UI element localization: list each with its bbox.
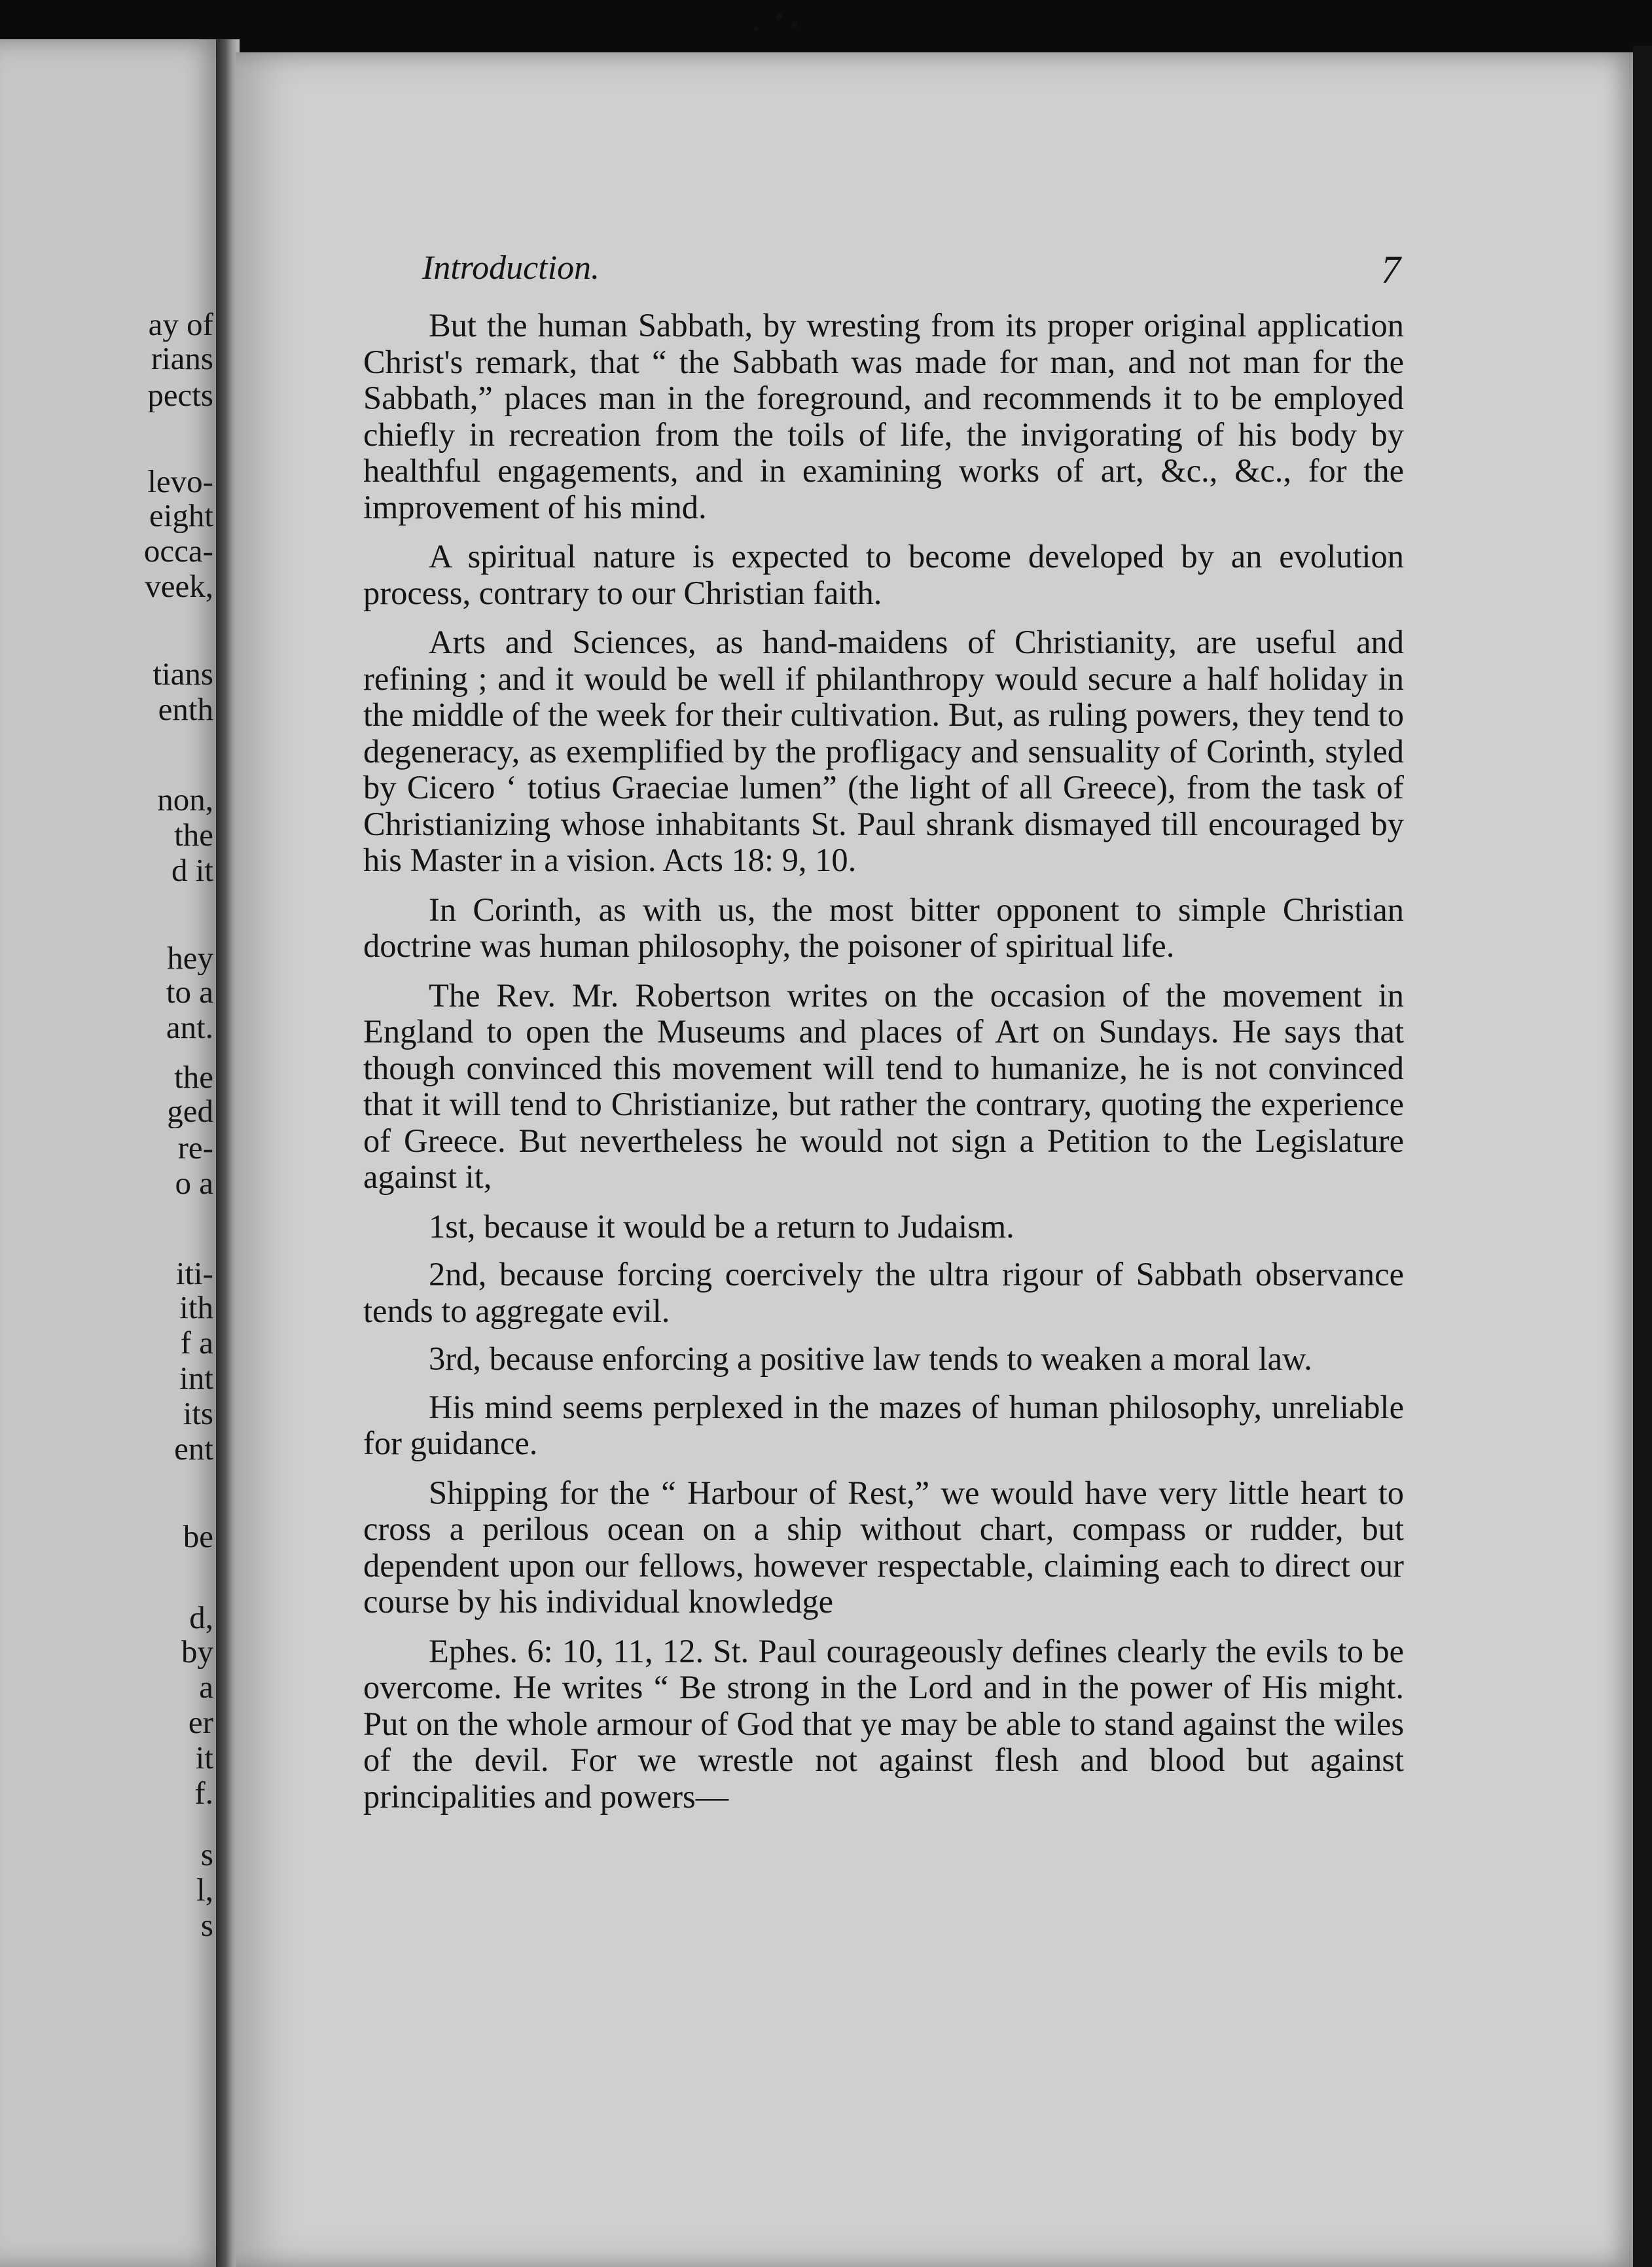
left-page-fragment: int bbox=[179, 1361, 213, 1395]
paragraph: A spiritual nature is expected to become developed by an evolution process, contrary to our Christian faith. bbox=[363, 538, 1404, 611]
page-edge-shadow bbox=[1633, 46, 1652, 2267]
left-page-fragment: occa- bbox=[143, 534, 213, 568]
paragraph: Arts and Sciences, as hand-maidens of Christianity, are useful and refining ; and it would be well if philanthropy would secure a half holiday in the middle of the week for their cultivation. But, as ruling powers, they tend to degeneracy, as exemplified by the profligacy and sensuality of Corinth, styled by Cicero ‘ totius Graeciae lumen” (the light of all Greece), from the task of Christianizing whose inhabitants St. Paul shrank dismayed till encouraged by his Master in a vision. Acts 18: 9, 10. bbox=[363, 624, 1404, 878]
left-page-fragment: its bbox=[183, 1397, 213, 1431]
body-text bbox=[363, 308, 1404, 1828]
list-item: 2nd, because forcing coercively the ultra rigour of Sabbath observance tends to aggregate evil. bbox=[363, 1256, 1404, 1329]
running-head: Introduction. bbox=[422, 249, 600, 287]
left-page-fragment: o a bbox=[175, 1166, 213, 1200]
left-page-fragment: non, bbox=[157, 783, 213, 817]
paragraph: The Rev. Mr. Robertson writes on the occasion of the movement in England to open the Museums and places of Art on Sundays. He says that though convinced this movement will tend to humanize, he is not convinced that it will tend to Christianize, but rather the contrary, quoting the experience of Greece. But nevertheless he would not sign a Petition to the Legislature against it, bbox=[363, 976, 1404, 1195]
left-page-fragment: hey bbox=[167, 941, 213, 975]
left-page-fragment: ant. bbox=[166, 1010, 213, 1044]
left-page-fragment: the bbox=[174, 818, 213, 852]
left-page-fragment: iti- bbox=[175, 1257, 213, 1291]
left-page-fragment: a bbox=[199, 1670, 213, 1704]
paragraph: But the human Sabbath, by wresting from its proper original application Christ's remark, that “ the Sabbath was made for man, and not man for the Sabbath,” places man in the foreground, and recommends it to be employed chiefly in recreation from the toils of life, the invigorating of his body by healthful engagements, and in examining works of art, &c., &c., for the improvement of his mind. bbox=[363, 307, 1404, 526]
left-page-fragment: d, bbox=[189, 1601, 213, 1635]
left-page-fragment: f. bbox=[194, 1776, 213, 1810]
dust-speck bbox=[792, 22, 797, 27]
left-page-fragment: f a bbox=[180, 1326, 213, 1360]
left-page-fragment: rians bbox=[151, 342, 213, 376]
left-page-fragment: re- bbox=[177, 1131, 213, 1165]
list-item: 3rd, because enforcing a positive law tends to weaken a moral law. bbox=[429, 1340, 1312, 1377]
left-page-fragment: ged bbox=[167, 1094, 213, 1128]
left-page-fragment: l, bbox=[196, 1873, 213, 1907]
left-page-fragment: pects bbox=[147, 378, 213, 412]
dust-speck bbox=[776, 13, 782, 20]
left-page-fragment: tians bbox=[153, 657, 213, 691]
left-page-fragment: s bbox=[200, 1908, 213, 1942]
list-item: 1st, because it would be a return to Judaism. bbox=[429, 1207, 1015, 1245]
left-page-fragment: be bbox=[183, 1520, 213, 1554]
paragraph: Ephes. 6: 10, 11, 12. St. Paul courageously defines clearly the evils to be overcome. He writes “ Be strong in the Lord and in the power of His might. Put on the whole armour of God that ye may be able to stand against the wiles of the devil. For we wrestle not against flesh and blood but against principalities and powers— bbox=[363, 1632, 1404, 1815]
paragraph: In Corinth, as with us, the most bitter opponent to simple Christian doctrine was human philosophy, the poisoner of spiritual life. bbox=[363, 891, 1404, 964]
paragraph: Shipping for the “ Harbour of Rest,” we would have very little heart to cross a perilous ocean on a ship without chart, compass or rudder, but dependent upon our fellows, however respectable, claiming each to direct our course by his individual knowledge bbox=[363, 1474, 1404, 1620]
dust-speck bbox=[754, 26, 759, 31]
left-page-fragment: s bbox=[200, 1838, 213, 1872]
left-page-fragment: levo- bbox=[147, 465, 213, 499]
left-page-fragment: veek, bbox=[145, 569, 213, 603]
left-page-fragment: to a bbox=[166, 975, 213, 1009]
left-page-fragment: d it bbox=[171, 853, 213, 887]
left-page-fragment: enth bbox=[158, 692, 213, 726]
page-number: 7 bbox=[1381, 248, 1401, 291]
left-page-fragment: the bbox=[174, 1060, 213, 1094]
left-page-fragment: ay of bbox=[148, 308, 213, 342]
left-page-fragment: eight bbox=[149, 499, 213, 533]
left-page-fragment: ith bbox=[179, 1291, 213, 1325]
left-page-fragment: by bbox=[181, 1635, 213, 1669]
left-page-fragment: er bbox=[188, 1705, 213, 1740]
left-page-fragment: it bbox=[195, 1741, 213, 1775]
paragraph: His mind seems perplexed in the mazes of human philosophy, unreliable for guidance. bbox=[363, 1388, 1404, 1461]
left-page-fragment: ent bbox=[174, 1432, 213, 1466]
